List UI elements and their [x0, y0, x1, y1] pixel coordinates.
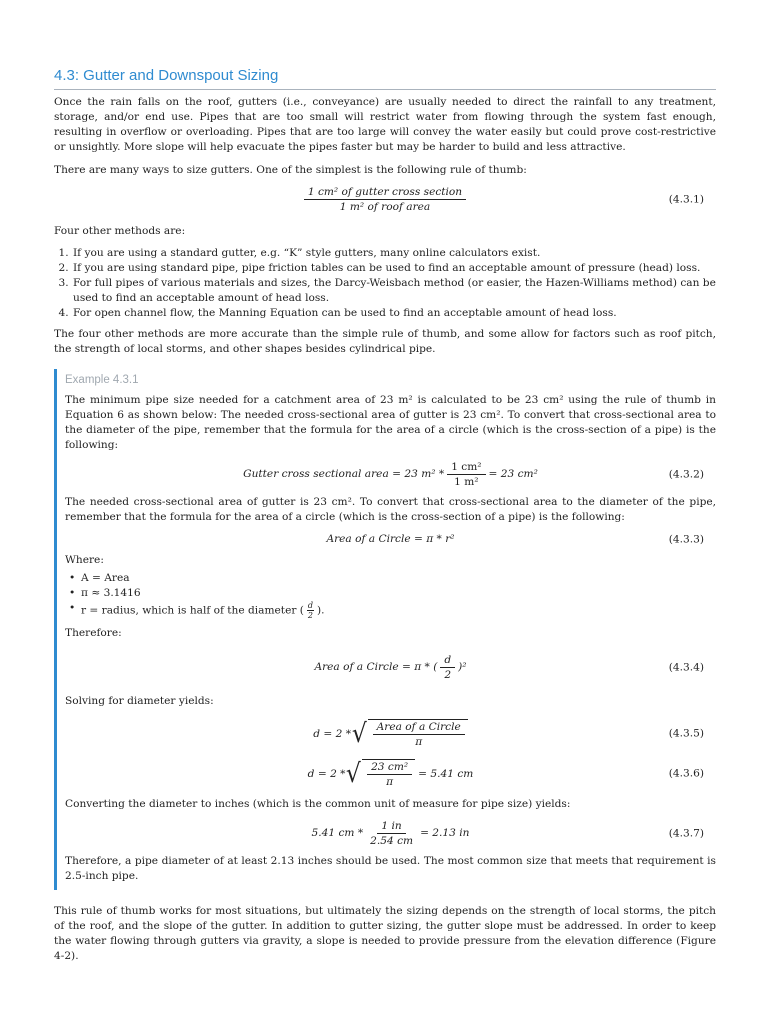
equation-rhs: )²: [458, 661, 467, 673]
fraction-numerator: 1 cm² of gutter cross section: [304, 185, 466, 200]
radical-sign: √: [351, 719, 367, 749]
equation-number: (4.3.3): [668, 533, 704, 545]
list-item: 3. For full pipes of various materials and sizes, the Darcy-Weisbach method (or easier, the Hazen-Williams method) can be used to find an acceptable amount of head loss.: [72, 276, 716, 306]
equation-number: (4.3.7): [668, 827, 704, 839]
equation-fraction: [367, 760, 412, 789]
equation-fraction: [440, 653, 455, 682]
equation-rhs: = 2.13 in: [420, 827, 470, 839]
list-item: 1. If you are using a standard gutter, e.g. “K” style gutters, many online calculators exist.: [72, 246, 716, 261]
equation-rhs: = 5.41 cm: [418, 767, 474, 780]
equation-number: (4.3.1): [668, 193, 704, 205]
equation-number: (4.3.2): [668, 468, 704, 480]
equation-lhs: d = 2 *: [313, 727, 352, 740]
equation-rhs: = 23 cm²: [488, 468, 538, 480]
square-root: [351, 719, 468, 749]
equation-number: (4.3.5): [668, 727, 704, 740]
radical-sign: √: [346, 759, 362, 789]
equation-4-3-6: [65, 759, 716, 789]
fraction-numerator: d: [440, 653, 455, 668]
rule-of-thumb-fraction: [304, 185, 466, 214]
example-paragraph: The needed cross-sectional area of gutter is 23 cm². To convert that cross-sectional area to the diameter of the pipe, remember that the formula for the area of a circle (which is the cross-section of a pipe) is the following:: [65, 496, 716, 523]
closing-paragraph: This rule of thumb works for most situations, but ultimately the sizing depends on the strength of local storms, the pitch of the roof, and the slope of the gutter. In addition to gutter sizing, the gutter slope must be addressed. In order to keep the water flowing through gutters via gravity, a slope is needed to provide pressure from the elevation difference (Figure 4-2).: [54, 905, 716, 962]
example-title: Example 4.3.1: [65, 374, 139, 386]
equation-4-3-2: [65, 460, 716, 489]
fraction-denominator: 1 m²: [454, 476, 479, 488]
methods-intro: Four other methods are:: [54, 225, 186, 237]
fraction-denominator: 2.54 cm: [370, 835, 414, 847]
equation-text: Area of a Circle = π * r²: [326, 533, 455, 545]
list-item-text: r = radius, which is half of the diameter (: [81, 604, 304, 617]
list-item: • A = Area: [81, 571, 716, 586]
solving-label: Solving for diameter yields:: [65, 695, 214, 707]
converting-paragraph: Converting the diameter to inches (which is the common unit of measure for pipe size) yields:: [65, 798, 571, 810]
ways-paragraph: There are many ways to size gutters. One of the simplest is the following rule of thumb:: [54, 164, 527, 176]
list-item: [81, 601, 716, 620]
fraction-numerator: 23 cm²: [367, 760, 412, 775]
methods-list: [54, 246, 716, 321]
equation-lhs: d = 2 *: [307, 767, 346, 780]
page-content: [54, 66, 716, 971]
therefore-label: Therefore:: [65, 627, 122, 639]
equation-4-3-7: [65, 819, 716, 848]
radicand: [362, 759, 415, 789]
fraction-denominator: π: [415, 736, 423, 748]
square-root: [345, 759, 415, 789]
fraction-numerator: 1 in: [377, 819, 405, 834]
equation-number: (4.3.6): [668, 767, 704, 780]
intro-paragraph: Once the rain falls on the roof, gutters (i.e., conveyance) are usually needed to direct the rainfall to any treatment, storage, and/or end use. Pipes that are too small will restrict water from flowing through the system fast enough, resulting in overflow or overloading. Pipes that are too large will convey the water easily but could prove cost-restrictive or unsightly. More slope will help evacuate the pipes faster but may be harder to build and less attractive.: [54, 96, 716, 153]
equation-fraction: [447, 460, 485, 489]
fraction-denominator: 1 m² of roof area: [339, 201, 431, 213]
equation-lhs: 5.41 cm *: [311, 827, 364, 839]
equation-4-3-1: [54, 185, 716, 214]
equation-4-3-4: [65, 653, 716, 682]
where-label: Where:: [65, 554, 104, 566]
list-item: • π ≈ 3.1416: [81, 586, 716, 601]
fraction-numerator: d: [307, 601, 314, 610]
fraction-denominator: 2: [444, 669, 452, 681]
radius-fraction: [307, 601, 314, 620]
equation-fraction: [366, 819, 417, 848]
example-conclusion: Therefore, a pipe diameter of at least 2.13 inches should be used. The most common size that meets that requirement is 2.5-inch pipe.: [65, 855, 716, 882]
fraction-denominator: 2: [307, 611, 314, 620]
fraction-numerator: Area of a Circle: [373, 720, 465, 735]
fraction-denominator: π: [386, 776, 394, 788]
equation-lhs: Gutter cross sectional area = 23 m² *: [243, 468, 445, 480]
equation-lhs: Area of a Circle = π * (: [314, 661, 438, 673]
equation-4-3-3: [65, 532, 716, 547]
radicand: [368, 719, 468, 749]
comparison-paragraph: The four other methods are more accurate than the simple rule of thumb, and some allow for factors such as roof pitch, the strength of local storms, and other shapes besides cylindrical pipe.: [54, 328, 716, 355]
variables-list: [65, 571, 716, 620]
equation-4-3-5: [65, 719, 716, 749]
example-paragraph: The minimum pipe size needed for a catchment area of 23 m² is calculated to be 23 cm² using the rule of thumb in Equation 6 as shown below: The needed cross-sectional area of gutter is 23 cm². To convert that cross-sectional area to the diameter of the pipe, remember that the formula for the area of a circle (which is the cross-section of a pipe) is the following:: [65, 394, 716, 451]
equation-fraction: [373, 720, 465, 749]
page-title: 4.3: Gutter and Downspout Sizing: [54, 66, 716, 90]
example-box: [54, 369, 716, 890]
list-item-text-end: ).: [317, 604, 325, 617]
list-item: 2. If you are using standard pipe, pipe friction tables can be used to find an acceptable amount of pressure (head) loss.: [72, 261, 716, 276]
equation-number: (4.3.4): [668, 661, 704, 673]
list-item: 4. For open channel flow, the Manning Equation can be used to find an acceptable amount of head loss.: [72, 306, 716, 321]
fraction-numerator: 1 cm²: [447, 460, 485, 475]
